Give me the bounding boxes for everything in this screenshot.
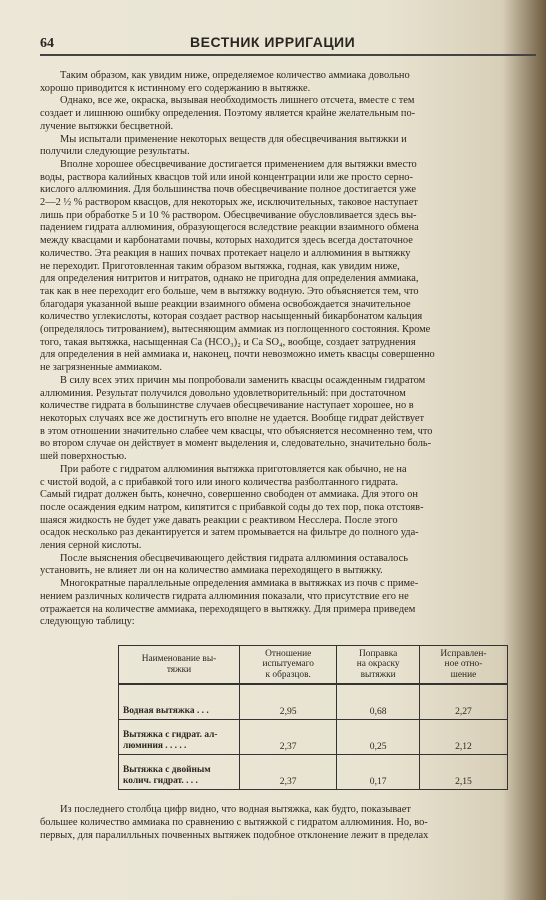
table-header-cell: Отношение испытуемаго к образцов.	[240, 645, 337, 684]
text-line: аллюминия. Результат получился довольно удовлетворительный: при достаточном	[40, 387, 406, 399]
text-line: первых, для паралилльных почвенных вытяжек подобное отклонение лежит в пределах	[40, 829, 429, 841]
table-header-cell: Наименование вы- тяжки	[119, 645, 240, 684]
text-line: осадок несколько раз декантируется и затем промывается на фильтре до полного уда-	[40, 527, 419, 539]
text-line: для определения нитритов и нитратов, однако не пригодна для определения аммиака,	[40, 273, 419, 285]
table-cell-corrected: 2,27	[419, 684, 507, 720]
text-line: Самый гидрат должен быть, конечно, совершенно свободен от аммиака. Для этого он	[40, 489, 418, 501]
text-line: количестве гидрата в большинстве случаев обесцвечивание наступает хорошее, но в	[40, 400, 414, 412]
text-line: падением гидрата аллюминия, образующегося вследствие реакции взаимного обмена	[40, 222, 419, 234]
closing-text	[40, 804, 536, 842]
text-line: не переходит. Приготовленная таким образом вытяжка, годная, как увидим ниже,	[40, 260, 400, 272]
page-number: 64	[40, 36, 54, 51]
text-line: Из последнего столбца цифр видно, что водная вытяжка, как будто, показывает	[60, 804, 411, 816]
text-line: лучение вытяжки бесцветной.	[40, 120, 174, 132]
text-line: хорошо приводится к истинному его содержанию в вытяжке.	[40, 82, 311, 94]
table-cell-corrected: 2,15	[419, 755, 507, 790]
text-line: количество углекислоты, которая создает раствор насыщенный бикарбонатом кальция	[40, 311, 423, 323]
text-line: между квасцами и карбонатами почвы, которых находится здесь всегда достаточное	[40, 235, 413, 247]
table-cell-corrected: 2,12	[419, 720, 507, 755]
text-line: ления серной кислоты.	[40, 540, 142, 552]
text-line: (определялось титрованием), вытесняющим аммиак из поглощенного состояния. Кроме	[40, 324, 431, 336]
table-cell-name: Водная вытяжка . . .	[119, 684, 240, 720]
text-line: большее количество аммиака по сравнению с вытяжкой с гидратом аллюминия. Но, во-	[40, 817, 428, 829]
table-row	[119, 720, 508, 755]
results-table	[118, 645, 508, 791]
text-line: получили следующие результаты.	[40, 146, 190, 158]
text-line: так как в нее переходит его больше, чем в вытяжку водную. Это объясняется тем, что	[40, 285, 419, 297]
text-line: некоторых случаях все же достигнуть его вполне не удается. Вообще гидрат действует	[40, 412, 425, 424]
table-row	[119, 755, 508, 790]
text-line: Мы испытали применение некоторых веществ для обесцвечивания вытяжки и	[60, 133, 407, 145]
table-header-cell: Исправлен- ное отно- шение	[419, 645, 507, 684]
text-line: количество. Эта реакция в наших почвах протекает нацело и аллюминия в вытяжку	[40, 247, 411, 259]
table-cell-name: Вытяжка с двойным колич. гидрат. . . .	[119, 755, 240, 790]
text-line: того, такая вытяжка, насыщенная Ca (HCO₃)₂ и Ca SO₄, вообще, создает затруднения	[40, 336, 416, 348]
table-cell-name: Вытяжка с гидрат. ал- люминия . . . . .	[119, 720, 240, 755]
text-line: воды, раствора калийных квасцов той или иной концентрации или же просто серно-	[40, 171, 413, 183]
text-line: нением различных количеств гидрата аллюминия показали, что присутствие его не	[40, 590, 409, 602]
text-line: после осаждения едким натром, кипятится с прибавкой соды до тех пор, пока отстояв-	[40, 501, 424, 513]
text-line: установить, не влияет ли он на количество аммиака переходящего в вытяжку.	[40, 565, 383, 577]
table-header-row	[119, 645, 508, 684]
table-cell-correction: 0,25	[337, 720, 420, 755]
body-text	[40, 70, 536, 629]
table-cell-ratio: 2,95	[240, 684, 337, 720]
table-row	[119, 684, 508, 720]
text-line: В силу всех этих причин мы попробовали заменить квасцы осажденным гидратом	[60, 374, 426, 386]
table-cell-ratio: 2,37	[240, 755, 337, 790]
table-cell-correction: 0,17	[337, 755, 420, 790]
text-line: лишь при обработке 5 и 10 % раствором. Обесцвечивание обусловливается здесь вы-	[40, 209, 417, 221]
results-table-wrap	[118, 645, 508, 791]
text-line: во втором случае он действует в момент выделения и, следовательно, значительно боль-	[40, 438, 432, 450]
table-body	[119, 684, 508, 790]
text-line: Однако, все же, окраска, вызывая необходимость лишнего отсчета, вместе с тем	[60, 95, 415, 107]
text-line: для определения в ней аммиака и, наконец, почти невозможно иметь квасцы совершенно	[40, 349, 435, 361]
text-line: в этом отношении значительно слабее чем квасцы, что объясняется несомненно тем, что	[40, 425, 433, 437]
text-line: благодаря указанной выше реакции взаимного обмена освобождается значительное	[40, 298, 411, 310]
text-line: отражается на количестве аммиака, переходящего в вытяжку. Для примера приведем	[40, 603, 416, 615]
text-line: создает и лишнюю ошибку определения. Поэтому является крайне желательным по-	[40, 108, 416, 120]
text-line: не загрязненные аммиаком.	[40, 362, 162, 374]
text-line: После выяснения обесцвечивающего действия гидрата аллюминия оставалось	[60, 552, 408, 564]
page-header	[40, 34, 536, 56]
journal-title: ВЕСТНИК ИРРИГАЦИИ	[190, 34, 356, 50]
text-line: следующую таблицу:	[40, 616, 135, 628]
text-line: Многократные параллельные определения аммиака в вытяжках из почв с приме-	[60, 578, 419, 590]
text-line: Вполне хорошее обесцвечивание достигается применением для вытяжки вместо	[60, 158, 417, 170]
table-header-cell: Поправка на окраску вытяжки	[337, 645, 420, 684]
text-line: шей поверхностью.	[40, 451, 127, 463]
text-line: с чистой водой, а с прибавкой того или иного количества разболтанного гидрата.	[40, 476, 399, 488]
table-cell-correction: 0,68	[337, 684, 420, 720]
text-line: При работе с гидратом аллюминия вытяжка приготовляется как обычно, не на	[60, 463, 407, 475]
text-line: шаяся жидкость не будет уже давать реакции с реактивом Несслера. После этого	[40, 514, 398, 526]
text-line: 2—2 ½ % раствором квасцов, для некоторых же, исключительных, таковое наступает	[40, 197, 418, 209]
table-cell-ratio: 2,37	[240, 720, 337, 755]
text-line: кислого аллюминия. Для большинства почв обесцвечивание полное достигается уже	[40, 184, 417, 196]
text-line: Таким образом, как увидим ниже, определяемое количество аммиака довольно	[60, 70, 410, 81]
